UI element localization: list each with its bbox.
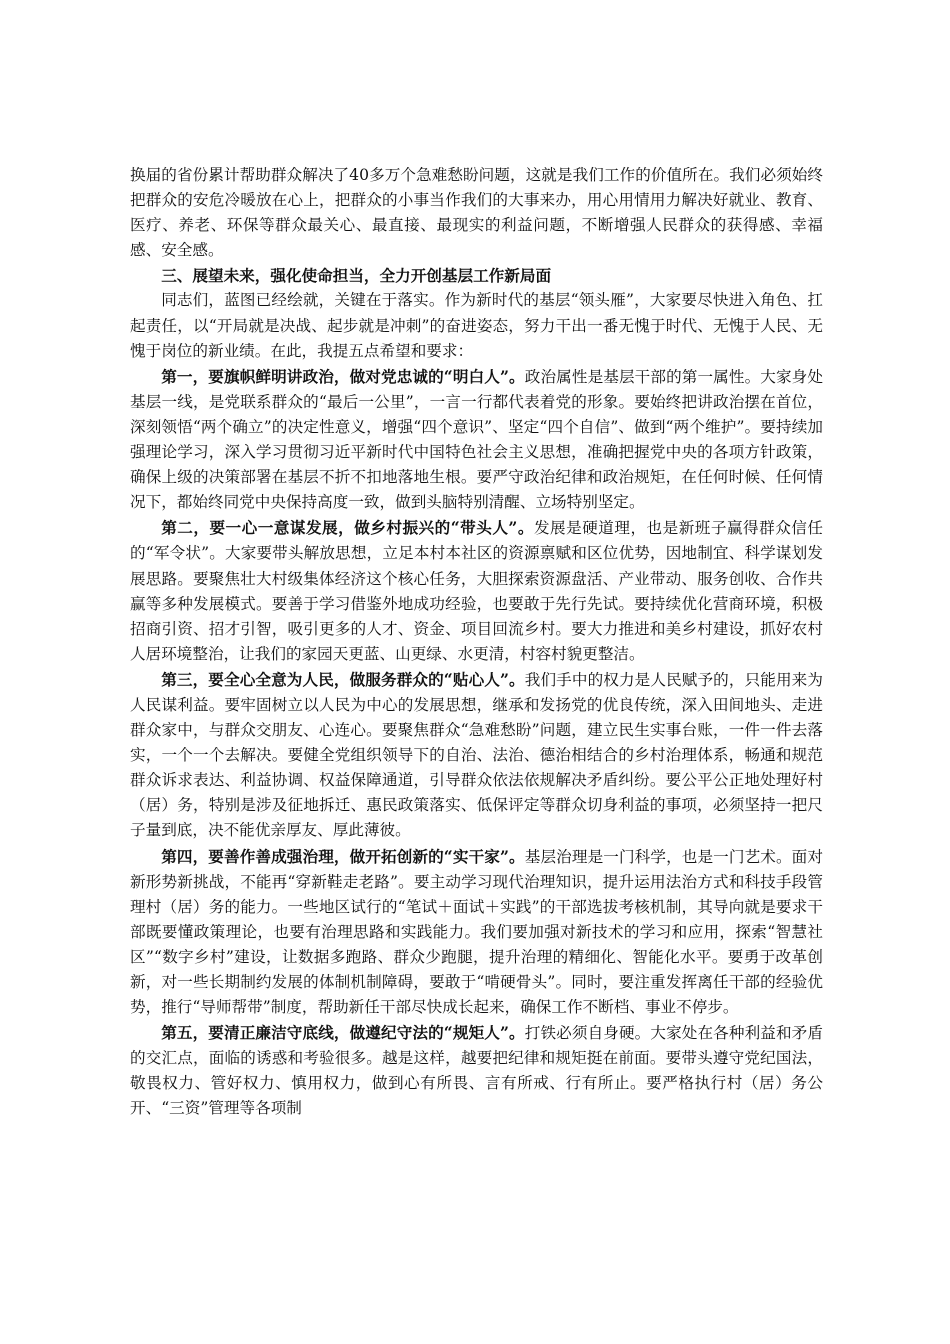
point-lead-1: 第一，要旗帜鲜明讲政治，做对党忠诚的“明白人”。 [161, 366, 525, 386]
point-paragraph-5 [130, 1020, 823, 1121]
point-lead-5: 第五，要清正廉洁守底线，做遵纪守法的“规矩人”。 [161, 1023, 525, 1043]
point-body-3: 我们手中的权力是人民赋予的，只能用来为人民谋利益。要牢固树立以人民为中心的发展思想，继承和发扬党的优良传统，深入田间地头、走进群众家中，与群众交朋友、心连心。要聚焦群众“急难愁盼”问题，建立民生实事台账，一件一件去落实，一个一个去解决。要健全党组织领导下的自治、法治、德治相结合的乡村治理体系，畅通和规范群众诉求表达、利益协调、权益保障通道，引导群众依法依规解决矛盾纠纷。要公平公正地处理好村（居）务，特别是涉及征地拆迁、惠民政策落实、低保评定等群众切身利益的事项，必须坚持一把尺子量到底，决不能优亲厚友、厚此薄彼。 [130, 670, 823, 840]
intro-paragraph: 换届的省份累计帮助群众解决了40多万个急难愁盼问题，这就是我们工作的价值所在。我们必须始终把群众的安危冷暖放在心上，把群众的小事当作我们的大事来办，用心用情用力解决好就业、教育、医疗、养老、环保等群众最关心、最直接、最现实的利益问题，不断增强人民群众的获得感、幸福感、安全感。 [130, 166, 823, 260]
point-body-5: 打铁必须自身硬。大家处在各种利益和矛盾的交汇点，面临的诱惑和考验很多。越是这样，越要把纪律和规矩挺在前面。要带头遵守党纪国法，敬畏权力、管好权力、慎用权力，做到心有所畏、言有所戒、行有所止。要严格执行村（居）务公开、“三资”管理等各项制 [130, 1024, 823, 1118]
point-paragraph-4 [130, 844, 823, 1021]
section-intro-paragraph: 同志们，蓝图已经绘就，关键在于落实。作为新时代的基层“领头雁”，大家要尽快进入角色、扛起责任，以“开局就是决战、起步就是冲刺”的奋进姿态，努力干出一番无愧于时代、无愧于人民、无愧于岗位的新业绩。在此，我提五点希望和要求： [130, 291, 823, 360]
point-paragraph-3 [130, 667, 823, 844]
point-lead-2: 第二，要一心一意谋发展，做乡村振兴的“带头人”。 [161, 518, 534, 538]
point-body-2: 发展是硬道理，也是新班子赢得群众信任的“军令状”。大家要带头解放思想，立足本村本社区的资源禀赋和区位优势，因地制宜、科学谋划发展思路。要聚焦壮大村级集体经济这个核心任务，大胆探索资源盘活、产业带动、服务创收、合作共赢等多种发展模式。要善于学习借鉴外地成功经验，也要敢于先行先试。要持续优化营商环境，积极招商引资、招才引智，吸引更多的人才、资金、项目回流乡村。要大力推进和美乡村建设，抓好农村人居环境整治，让我们的家园天更蓝、山更绿、水更清，村容村貌更整洁。 [130, 519, 823, 663]
point-paragraph-2 [130, 515, 823, 667]
point-paragraph-1 [130, 364, 823, 516]
point-body-4: 基层治理是一门科学，也是一门艺术。面对新形势新挑战，不能再“穿新鞋走老路”。要主动学习现代治理知识，提升运用法治方式和科技手段管理村（居）务的能力。一些地区试行的“笔试＋面试＋实践”的干部选拔考核机制，其导向就是要求干部既要懂政策理论，也要有治理思路和实践能力。我们要加强对新技术的学习和应用，探索“智慧社区”“数字乡村”建设，让数据多跑路、群众少跑腿，提升治理的精细化、智能化水平。要勇于改革创新，对一些长期制约发展的体制机制障碍，要敢于“啃硬骨头”。同时，要注重发挥离任干部的经验优势，推行“导师帮带”制度，帮助新任干部尽快成长起来，确保工作不断档、事业不停步。 [130, 847, 823, 1017]
point-lead-4: 第四，要善作善成强治理，做开拓创新的“实干家”。 [161, 846, 525, 866]
point-lead-3: 第三，要全心全意为人民，做服务群众的“贴心人”。 [161, 669, 525, 689]
document-page [130, 163, 823, 1122]
section-heading: 三、展望未来，强化使命担当，全力开创基层工作新局面 [161, 266, 552, 286]
point-body-1: 政治属性是基层干部的第一属性。大家身处基层一线，是党联系群众的“最后一公里”，一言一行都代表着党的形象。要始终把讲政治摆在首位，深刻领悟“两个确立”的决定性意义，增强“四个意识”、坚定“四个自信”、做到“两个维护”。要持续加强理论学习，深入学习贯彻习近平新时代中国特色社会主义思想，准确把握党中央的各项方针政策，确保上级的决策部署在基层不折不扣地落地生根。要严守政治纪律和政治规矩，在任何时候、任何情况下，都始终同党中央保持高度一致，做到头脑特别清醒、立场特别坚定。 [130, 367, 823, 512]
